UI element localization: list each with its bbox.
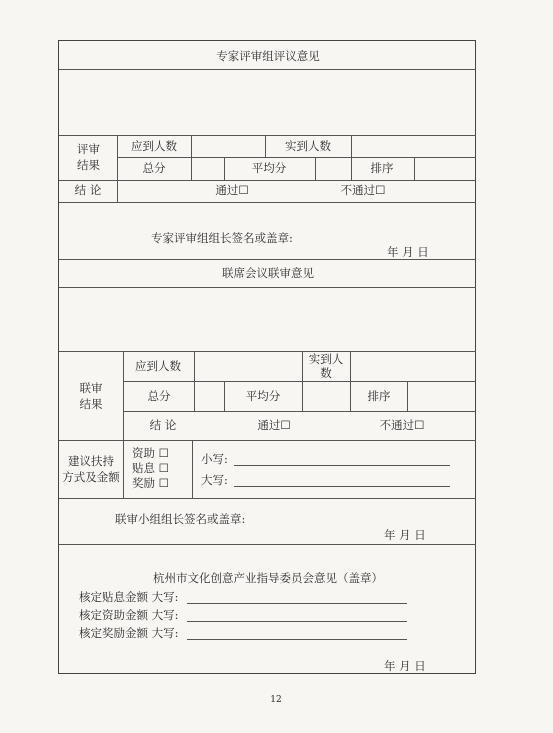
joint-pass-checkbox[interactable]: 通过☐ [257,418,291,432]
expert-conclusion-label: 结 论 [74,183,102,197]
amount-uppercase-label: 大写: [201,473,228,487]
grant-amount-label: 核定资助金额 大写: [79,608,179,622]
joint-conclusion-label: 结 论 [149,418,177,432]
interest-subsidy-field[interactable] [187,603,407,604]
review-form [58,40,476,674]
amount-lowercase-label: 小写: [201,452,228,466]
award-amount-field[interactable] [187,639,407,640]
expert-rank-label: 排序 [370,161,394,175]
joint-actual-label-2: 数 [320,366,332,380]
joint-review-title: 联席会议联审意见 [222,266,314,280]
expert-avg-label: 平均分 [251,161,287,175]
joint-total-label: 总分 [147,389,171,403]
amount-uppercase-field[interactable] [234,486,450,487]
joint-fail-checkbox[interactable]: 不通过☐ [379,418,425,432]
expert-fail-checkbox[interactable]: 不通过☐ [340,183,386,197]
expert-total-label: 总分 [142,161,166,175]
joint-signature-label: 联审小组组长签名或盖章: [115,512,246,526]
joint-date: 年 月 日 [384,528,426,542]
committee-date: 年 月 日 [384,659,426,673]
page-number: 12 [270,695,282,705]
amount-lowercase-field[interactable] [234,465,450,466]
expert-result-label-2: 结果 [77,158,100,172]
joint-rank-label: 排序 [367,389,391,403]
expert-signature-label: 专家评审组组长签名或盖章: [151,231,293,245]
award-checkbox[interactable]: 奖励 ☐ [132,476,169,490]
grant-checkbox[interactable]: 资助 ☐ [132,446,169,460]
expert-attendees-label: 应到人数 [131,139,177,153]
joint-actual-label-1: 实到人 [308,352,344,366]
subsidy-checkbox[interactable]: 贴息 ☐ [132,461,169,475]
support-method-label-2: 方式及金额 [62,470,120,484]
joint-result-label-1: 联审 [79,381,103,395]
interest-subsidy-label: 核定贴息金额 大写: [79,590,179,604]
grant-amount-field[interactable] [187,621,407,622]
expert-pass-checkbox[interactable]: 通过☐ [215,183,249,197]
joint-attendees-label: 应到人数 [135,359,181,373]
expert-date: 年 月 日 [387,245,429,259]
expert-review-title: 专家评审组评议意见 [216,49,320,63]
expert-result-label-1: 评审 [77,142,100,156]
joint-result-label-2: 结果 [79,397,103,411]
expert-actual-label: 实到人数 [285,139,331,153]
support-method-label-1: 建议扶持 [68,454,114,468]
award-amount-label: 核定奖励金额 大写: [79,626,179,640]
committee-title: 杭州市文化创意产业指导委员会意见（盖章） [153,571,383,585]
joint-avg-label: 平均分 [245,389,281,403]
